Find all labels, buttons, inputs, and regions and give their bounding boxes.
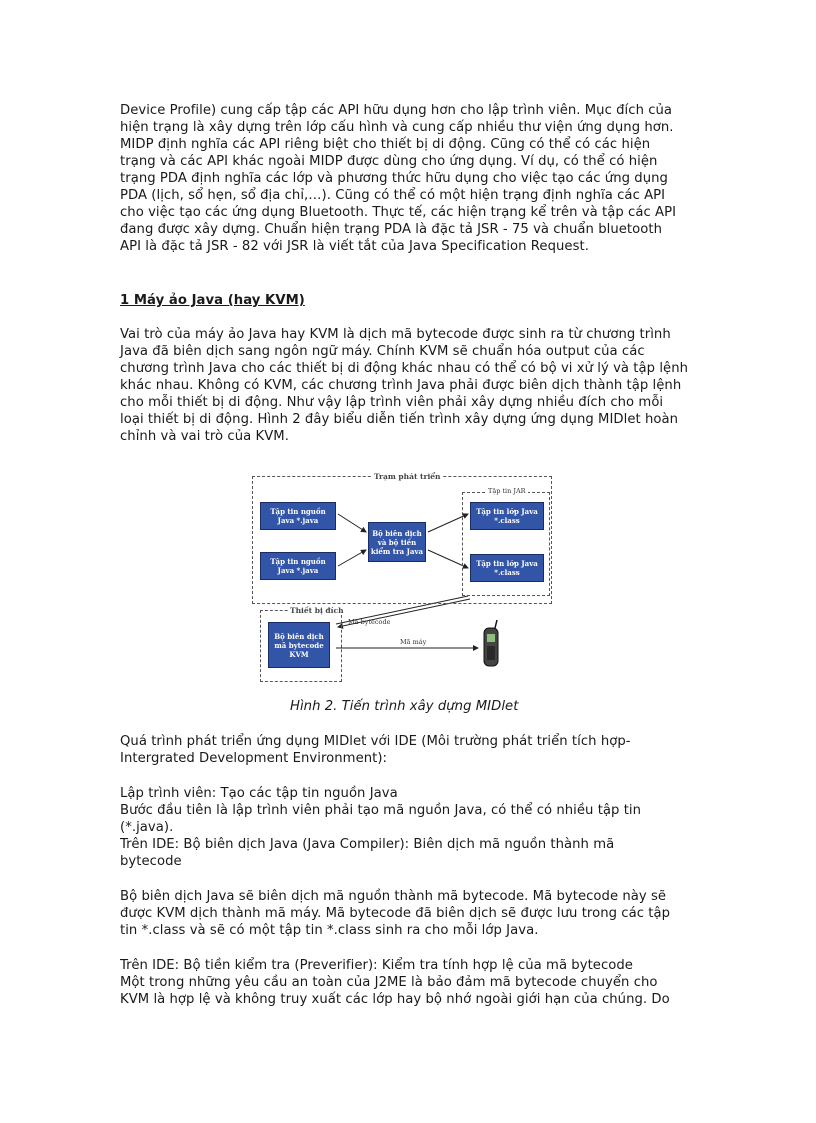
text-line: khác nhau. Không có KVM, các chương trình Java phải được biên dịch thành tập lệnh [120,378,682,393]
text-line: Bộ biên dịch Java sẽ biên dịch mã nguồn thành mã bytecode. Mã bytecode này sẽ [120,889,667,904]
source-file-box-2: Tập tin nguồn Java *.java [260,552,336,580]
text-line: API là đặc tả JSR - 82 với JSR là viết tắt của Java Specification Request. [120,239,589,254]
text-line: trạng và các API khác ngoài MIDP được dùng cho ứng dụng. Ví dụ, có thể có hiện [120,154,658,169]
text-line: Quá trình phát triển ứng dụng MIDlet với IDE (Môi trường phát triển tích hợp- [120,734,631,749]
mobile-phone-icon [484,620,498,666]
text-line: PDA (lịch, sổ hẹn, sổ địa chỉ,…). Cũng có thể có một hiện trạng định nghĩa các API [120,188,666,203]
text-line: đang được xây dựng. Chuẩn hiện trạng PDA là đặc tả JSR - 75 và chuẩn bluetooth [120,222,662,237]
dev-station-title: Trạm phát triển [374,472,441,481]
text-line: Trên IDE: Bộ biên dịch Java (Java Compiler): Biên dịch mã nguồn thành mã [120,837,615,852]
machine-code-label: Mã máy [400,638,427,646]
text-line: Intergrated Development Environment): [120,751,388,766]
text-line: được KVM dịch thành mã máy. Mã bytecode đã biên dịch sẽ được lưu trong các tập [120,906,671,921]
text-line: chỉnh và vai trò của KVM. [120,429,289,444]
text-line: Lập trình viên: Tạo các tập tin nguồn Java [120,786,398,801]
text-line: Bước đầu tiên là lập trình viên phải tạo mã nguồn Java, có thể có nhiều tập tin [120,803,642,818]
class-file-box-1: Tập tin lớp Java *.class [470,502,544,530]
text-line: loại thiết bị di động. Hình 2 đây biểu diễn tiến trình xây dựng ứng dụng MIDlet hoàn [120,412,679,427]
text-line: tin *.class và sẽ có một tập tin *.class sinh ra cho mỗi lớp Java. [120,923,539,938]
kvm-box: Bộ biên dịch mã bytecode KVM [268,622,330,668]
text-line: Vai trò của máy ảo Java hay KVM là dịch mã bytecode được sinh ra từ chương trình [120,327,671,342]
text-line: (*.java). [120,820,174,835]
figure-caption: Hình 2. Tiến trình xây dựng MIDlet [290,699,519,714]
text-line: trạng PDA định nghĩa các lớp và phương thức hữu dụng cho việc tạo các ứng dụng [120,171,668,186]
text-line: KVM là hợp lệ và không truy xuất các lớp hay bộ nhớ ngoài giới hạn của chúng. Do [120,992,670,1007]
text-line: MIDP định nghĩa các API riêng biệt cho thiết bị di động. Cũng có thể có các hiện [120,137,651,152]
text-line: chương trình Java cho các thiết bị di động khác nhau có thể có bộ vi xử lý và tập lệnh [120,361,689,376]
text-line: hiện trạng là xây dựng trên lớp cấu hình và cung cấp nhiều thư viện ứng dụng hơn. [120,120,674,135]
compiler-box: Bộ biên dịch và bộ tiền kiểm tra Java [368,522,426,562]
device-title: Thiết bị đích [290,606,344,615]
jar-title: Tập tin JAR [488,487,526,495]
midlet-build-diagram [250,470,556,692]
bytecode-label: Mã bytecode [348,618,391,626]
text-line: cho việc tạo các ứng dụng Bluetooth. Thực tế, các hiện trạng kể trên và tập các API [120,205,677,220]
class-file-box-2: Tập tin lớp Java *.class [470,554,544,582]
text-line: cho mỗi thiết bị di động. Như vậy lập trình viên phải xây dựng nhiều đích cho mỗi [120,395,664,410]
text-line: Trên IDE: Bộ tiền kiểm tra (Preverifier): Kiểm tra tính hợp lệ của mã bytecode [120,958,633,973]
text-line: bytecode [120,854,182,869]
section-heading: 1 Máy ảo Java (hay KVM) [120,293,305,308]
text-line: Một trong những yêu cầu an toàn của J2ME là bảo đảm mã bytecode chuyển cho [120,975,658,990]
source-file-box-1: Tập tin nguồn Java *.java [260,502,336,530]
text-line: Java đã biên dịch sang ngôn ngữ máy. Chính KVM sẽ chuẩn hóa output của các [120,344,645,359]
text-line: Device Profile) cung cấp tập các API hữu dụng hơn cho lập trình viên. Mục đích của [120,103,673,118]
